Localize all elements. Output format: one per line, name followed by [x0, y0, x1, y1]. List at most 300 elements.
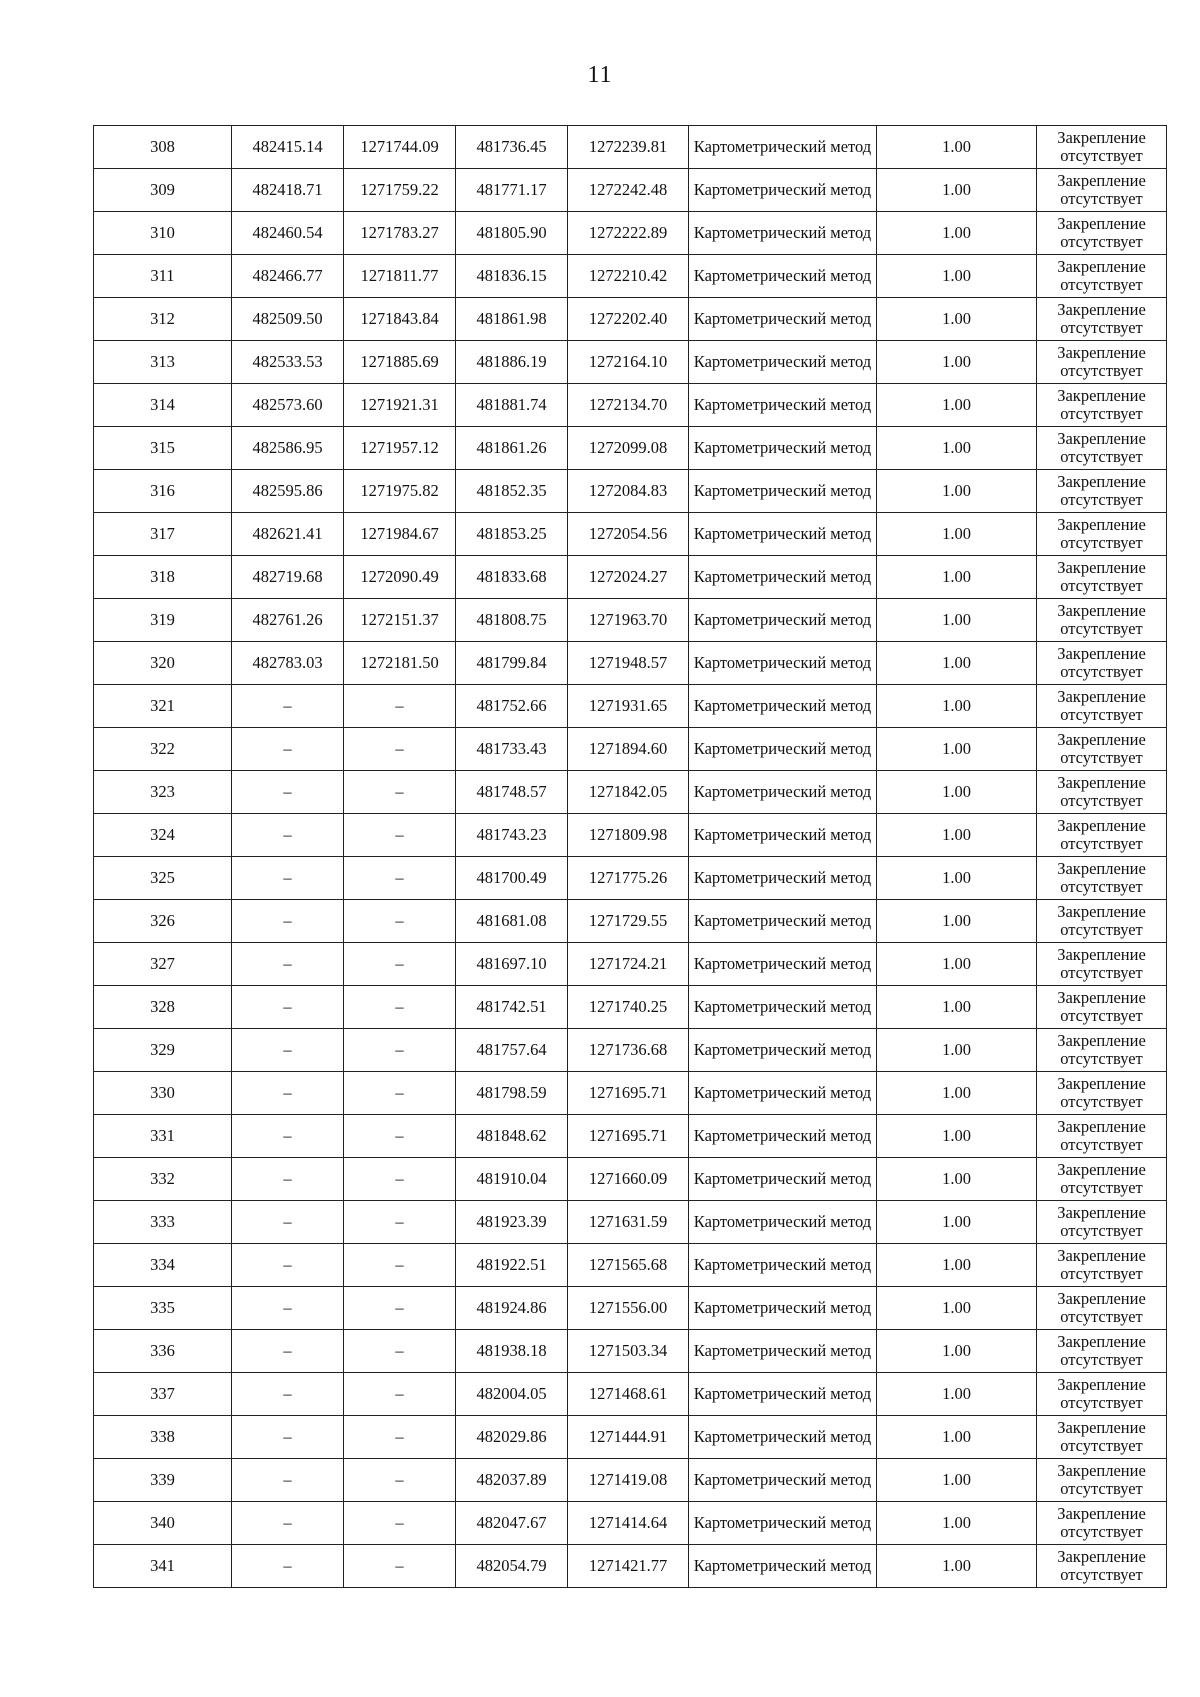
refined-x-cell: 481924.86: [456, 1287, 568, 1330]
fixation-cell: Закрепление отсутствует: [1037, 771, 1167, 814]
refined-x-cell: 481757.64: [456, 1029, 568, 1072]
refined-x-cell: 481771.17: [456, 169, 568, 212]
table-row: [94, 384, 1167, 427]
existing-x-cell: 482719.68: [232, 556, 344, 599]
point-number-cell: 310: [94, 212, 232, 255]
refined-y-cell: 1271740.25: [568, 986, 689, 1029]
existing-x-cell: 482460.54: [232, 212, 344, 255]
refined-x-cell: 481799.84: [456, 642, 568, 685]
refined-y-cell: 1272084.83: [568, 470, 689, 513]
method-cell: Картометрический метод: [689, 1373, 877, 1416]
existing-y-cell: 1271885.69: [344, 341, 456, 384]
point-number-cell: 327: [94, 943, 232, 986]
point-number-cell: 320: [94, 642, 232, 685]
table-row: [94, 685, 1167, 728]
existing-x-cell: –: [232, 1201, 344, 1244]
table-row: [94, 642, 1167, 685]
method-cell: Картометрический метод: [689, 1330, 877, 1373]
fixation-cell: Закрепление отсутствует: [1037, 513, 1167, 556]
method-cell: Картометрический метод: [689, 513, 877, 556]
existing-x-cell: –: [232, 1115, 344, 1158]
accuracy-cell: 1.00: [877, 1416, 1037, 1459]
table-row: [94, 513, 1167, 556]
table-row: [94, 1502, 1167, 1545]
refined-x-cell: 481922.51: [456, 1244, 568, 1287]
existing-x-cell: 482509.50: [232, 298, 344, 341]
method-cell: Картометрический метод: [689, 427, 877, 470]
point-number-cell: 332: [94, 1158, 232, 1201]
point-number-cell: 319: [94, 599, 232, 642]
refined-x-cell: 481736.45: [456, 126, 568, 169]
existing-x-cell: –: [232, 857, 344, 900]
existing-x-cell: –: [232, 986, 344, 1029]
refined-y-cell: 1271565.68: [568, 1244, 689, 1287]
method-cell: Картометрический метод: [689, 1287, 877, 1330]
fixation-cell: Закрепление отсутствует: [1037, 126, 1167, 169]
method-cell: Картометрический метод: [689, 599, 877, 642]
refined-x-cell: 482004.05: [456, 1373, 568, 1416]
refined-x-cell: 481853.25: [456, 513, 568, 556]
fixation-cell: Закрепление отсутствует: [1037, 900, 1167, 943]
fixation-cell: Закрепление отсутствует: [1037, 1029, 1167, 1072]
refined-y-cell: 1271503.34: [568, 1330, 689, 1373]
existing-y-cell: 1271984.67: [344, 513, 456, 556]
existing-y-cell: –: [344, 1330, 456, 1373]
point-number-cell: 333: [94, 1201, 232, 1244]
existing-y-cell: 1271843.84: [344, 298, 456, 341]
coordinates-table: [93, 125, 1167, 1588]
existing-x-cell: –: [232, 771, 344, 814]
fixation-cell: Закрепление отсутствует: [1037, 1201, 1167, 1244]
fixation-cell: Закрепление отсутствует: [1037, 1158, 1167, 1201]
existing-x-cell: 482466.77: [232, 255, 344, 298]
refined-y-cell: 1271842.05: [568, 771, 689, 814]
accuracy-cell: 1.00: [877, 1158, 1037, 1201]
existing-y-cell: –: [344, 900, 456, 943]
refined-x-cell: 481861.26: [456, 427, 568, 470]
refined-y-cell: 1271695.71: [568, 1115, 689, 1158]
accuracy-cell: 1.00: [877, 126, 1037, 169]
point-number-cell: 329: [94, 1029, 232, 1072]
method-cell: Картометрический метод: [689, 1072, 877, 1115]
existing-x-cell: –: [232, 1545, 344, 1588]
refined-x-cell: 481848.62: [456, 1115, 568, 1158]
existing-y-cell: –: [344, 1158, 456, 1201]
accuracy-cell: 1.00: [877, 1072, 1037, 1115]
method-cell: Картометрический метод: [689, 1115, 877, 1158]
method-cell: Картометрический метод: [689, 900, 877, 943]
table-row: [94, 255, 1167, 298]
method-cell: Картометрический метод: [689, 341, 877, 384]
existing-y-cell: –: [344, 1545, 456, 1588]
table-row: [94, 943, 1167, 986]
accuracy-cell: 1.00: [877, 1115, 1037, 1158]
fixation-cell: Закрепление отсутствует: [1037, 1373, 1167, 1416]
accuracy-cell: 1.00: [877, 814, 1037, 857]
point-number-cell: 341: [94, 1545, 232, 1588]
table-row: [94, 1373, 1167, 1416]
point-number-cell: 326: [94, 900, 232, 943]
refined-y-cell: 1272242.48: [568, 169, 689, 212]
accuracy-cell: 1.00: [877, 1201, 1037, 1244]
fixation-cell: Закрепление отсутствует: [1037, 986, 1167, 1029]
method-cell: Картометрический метод: [689, 1158, 877, 1201]
table-row: [94, 556, 1167, 599]
existing-y-cell: –: [344, 1201, 456, 1244]
existing-x-cell: –: [232, 1287, 344, 1330]
existing-x-cell: –: [232, 1330, 344, 1373]
accuracy-cell: 1.00: [877, 986, 1037, 1029]
refined-x-cell: 481881.74: [456, 384, 568, 427]
fixation-cell: Закрепление отсутствует: [1037, 212, 1167, 255]
existing-y-cell: 1271759.22: [344, 169, 456, 212]
table-row: [94, 1545, 1167, 1588]
existing-y-cell: –: [344, 685, 456, 728]
existing-y-cell: –: [344, 1459, 456, 1502]
accuracy-cell: 1.00: [877, 1244, 1037, 1287]
method-cell: Картометрический метод: [689, 857, 877, 900]
existing-y-cell: 1271957.12: [344, 427, 456, 470]
fixation-cell: Закрепление отсутствует: [1037, 384, 1167, 427]
page-number: 11: [587, 62, 613, 88]
refined-y-cell: 1272210.42: [568, 255, 689, 298]
accuracy-cell: 1.00: [877, 1502, 1037, 1545]
table-row: [94, 1072, 1167, 1115]
refined-y-cell: 1272099.08: [568, 427, 689, 470]
refined-y-cell: 1271444.91: [568, 1416, 689, 1459]
refined-x-cell: 481886.19: [456, 341, 568, 384]
fixation-cell: Закрепление отсутствует: [1037, 470, 1167, 513]
accuracy-cell: 1.00: [877, 1287, 1037, 1330]
point-number-cell: 318: [94, 556, 232, 599]
refined-y-cell: 1272239.81: [568, 126, 689, 169]
fixation-cell: Закрепление отсутствует: [1037, 1330, 1167, 1373]
existing-y-cell: 1271921.31: [344, 384, 456, 427]
method-cell: Картометрический метод: [689, 556, 877, 599]
existing-y-cell: –: [344, 1244, 456, 1287]
accuracy-cell: 1.00: [877, 943, 1037, 986]
fixation-cell: Закрепление отсутствует: [1037, 255, 1167, 298]
table-row: [94, 1416, 1167, 1459]
fixation-cell: Закрепление отсутствует: [1037, 642, 1167, 685]
existing-y-cell: –: [344, 1502, 456, 1545]
refined-y-cell: 1271736.68: [568, 1029, 689, 1072]
refined-x-cell: 481752.66: [456, 685, 568, 728]
existing-y-cell: –: [344, 857, 456, 900]
existing-x-cell: –: [232, 943, 344, 986]
table-row: [94, 1287, 1167, 1330]
table-row: [94, 1201, 1167, 1244]
point-number-cell: 312: [94, 298, 232, 341]
existing-y-cell: –: [344, 1416, 456, 1459]
accuracy-cell: 1.00: [877, 728, 1037, 771]
existing-x-cell: 482783.03: [232, 642, 344, 685]
point-number-cell: 316: [94, 470, 232, 513]
refined-y-cell: 1271894.60: [568, 728, 689, 771]
table-row: [94, 1029, 1167, 1072]
refined-x-cell: 481748.57: [456, 771, 568, 814]
existing-y-cell: 1272151.37: [344, 599, 456, 642]
existing-x-cell: 482533.53: [232, 341, 344, 384]
table-row: [94, 341, 1167, 384]
existing-x-cell: –: [232, 1416, 344, 1459]
fixation-cell: Закрепление отсутствует: [1037, 685, 1167, 728]
point-number-cell: 328: [94, 986, 232, 1029]
accuracy-cell: 1.00: [877, 1545, 1037, 1588]
existing-x-cell: 482573.60: [232, 384, 344, 427]
accuracy-cell: 1.00: [877, 169, 1037, 212]
table-row: [94, 986, 1167, 1029]
refined-x-cell: 481697.10: [456, 943, 568, 986]
existing-y-cell: –: [344, 986, 456, 1029]
table-row: [94, 427, 1167, 470]
table-row: [94, 771, 1167, 814]
existing-x-cell: 482595.86: [232, 470, 344, 513]
existing-y-cell: 1271744.09: [344, 126, 456, 169]
refined-y-cell: 1272054.56: [568, 513, 689, 556]
accuracy-cell: 1.00: [877, 255, 1037, 298]
refined-x-cell: 482054.79: [456, 1545, 568, 1588]
fixation-cell: Закрепление отсутствует: [1037, 1545, 1167, 1588]
existing-x-cell: –: [232, 685, 344, 728]
method-cell: Картометрический метод: [689, 986, 877, 1029]
accuracy-cell: 1.00: [877, 298, 1037, 341]
refined-y-cell: 1271775.26: [568, 857, 689, 900]
accuracy-cell: 1.00: [877, 384, 1037, 427]
table-body: [94, 126, 1167, 1588]
fixation-cell: Закрепление отсутствует: [1037, 341, 1167, 384]
method-cell: Картометрический метод: [689, 771, 877, 814]
existing-y-cell: 1271783.27: [344, 212, 456, 255]
method-cell: Картометрический метод: [689, 1244, 877, 1287]
point-number-cell: 313: [94, 341, 232, 384]
method-cell: Картометрический метод: [689, 642, 877, 685]
point-number-cell: 340: [94, 1502, 232, 1545]
fixation-cell: Закрепление отсутствует: [1037, 1115, 1167, 1158]
existing-y-cell: –: [344, 728, 456, 771]
method-cell: Картометрический метод: [689, 212, 877, 255]
method-cell: Картометрический метод: [689, 126, 877, 169]
existing-x-cell: 482415.14: [232, 126, 344, 169]
refined-y-cell: 1271963.70: [568, 599, 689, 642]
method-cell: Картометрический метод: [689, 1502, 877, 1545]
accuracy-cell: 1.00: [877, 427, 1037, 470]
fixation-cell: Закрепление отсутствует: [1037, 1459, 1167, 1502]
table-row: [94, 470, 1167, 513]
refined-y-cell: 1271419.08: [568, 1459, 689, 1502]
point-number-cell: 311: [94, 255, 232, 298]
fixation-cell: Закрепление отсутствует: [1037, 298, 1167, 341]
fixation-cell: Закрепление отсутствует: [1037, 943, 1167, 986]
existing-x-cell: 482621.41: [232, 513, 344, 556]
point-number-cell: 325: [94, 857, 232, 900]
method-cell: Картометрический метод: [689, 298, 877, 341]
accuracy-cell: 1.00: [877, 900, 1037, 943]
existing-x-cell: –: [232, 728, 344, 771]
fixation-cell: Закрепление отсутствует: [1037, 599, 1167, 642]
existing-y-cell: 1271975.82: [344, 470, 456, 513]
fixation-cell: Закрепление отсутствует: [1037, 1287, 1167, 1330]
existing-y-cell: 1271811.77: [344, 255, 456, 298]
refined-x-cell: 481910.04: [456, 1158, 568, 1201]
refined-x-cell: 481743.23: [456, 814, 568, 857]
existing-y-cell: –: [344, 1072, 456, 1115]
method-cell: Картометрический метод: [689, 384, 877, 427]
table-row: [94, 126, 1167, 169]
refined-y-cell: 1271660.09: [568, 1158, 689, 1201]
existing-y-cell: –: [344, 1373, 456, 1416]
table-row: [94, 169, 1167, 212]
refined-y-cell: 1272202.40: [568, 298, 689, 341]
table-row: [94, 857, 1167, 900]
table-row: [94, 298, 1167, 341]
method-cell: Картометрический метод: [689, 1201, 877, 1244]
refined-x-cell: 482047.67: [456, 1502, 568, 1545]
point-number-cell: 335: [94, 1287, 232, 1330]
point-number-cell: 323: [94, 771, 232, 814]
existing-x-cell: 482761.26: [232, 599, 344, 642]
accuracy-cell: 1.00: [877, 1029, 1037, 1072]
refined-y-cell: 1271414.64: [568, 1502, 689, 1545]
table-row: [94, 599, 1167, 642]
point-number-cell: 308: [94, 126, 232, 169]
refined-x-cell: 481798.59: [456, 1072, 568, 1115]
refined-x-cell: 481836.15: [456, 255, 568, 298]
fixation-cell: Закрепление отсутствует: [1037, 857, 1167, 900]
existing-y-cell: –: [344, 771, 456, 814]
existing-y-cell: –: [344, 943, 456, 986]
existing-x-cell: –: [232, 900, 344, 943]
accuracy-cell: 1.00: [877, 513, 1037, 556]
table-row: [94, 212, 1167, 255]
fixation-cell: Закрепление отсутствует: [1037, 169, 1167, 212]
refined-x-cell: 482037.89: [456, 1459, 568, 1502]
existing-x-cell: 482418.71: [232, 169, 344, 212]
method-cell: Картометрический метод: [689, 728, 877, 771]
refined-x-cell: 481742.51: [456, 986, 568, 1029]
existing-y-cell: –: [344, 1115, 456, 1158]
refined-y-cell: 1271556.00: [568, 1287, 689, 1330]
accuracy-cell: 1.00: [877, 1373, 1037, 1416]
table-row: [94, 814, 1167, 857]
method-cell: Картометрический метод: [689, 1459, 877, 1502]
method-cell: Картометрический метод: [689, 943, 877, 986]
fixation-cell: Закрепление отсутствует: [1037, 556, 1167, 599]
point-number-cell: 321: [94, 685, 232, 728]
refined-x-cell: 481833.68: [456, 556, 568, 599]
existing-y-cell: 1272181.50: [344, 642, 456, 685]
refined-x-cell: 481733.43: [456, 728, 568, 771]
accuracy-cell: 1.00: [877, 857, 1037, 900]
method-cell: Картометрический метод: [689, 1416, 877, 1459]
refined-x-cell: 481861.98: [456, 298, 568, 341]
table-row: [94, 1330, 1167, 1373]
refined-y-cell: 1271948.57: [568, 642, 689, 685]
refined-x-cell: 481923.39: [456, 1201, 568, 1244]
existing-y-cell: –: [344, 814, 456, 857]
point-number-cell: 322: [94, 728, 232, 771]
accuracy-cell: 1.00: [877, 341, 1037, 384]
table-row: [94, 1158, 1167, 1201]
refined-y-cell: 1271631.59: [568, 1201, 689, 1244]
point-number-cell: 314: [94, 384, 232, 427]
fixation-cell: Закрепление отсутствует: [1037, 1416, 1167, 1459]
existing-x-cell: –: [232, 1029, 344, 1072]
point-number-cell: 317: [94, 513, 232, 556]
point-number-cell: 338: [94, 1416, 232, 1459]
refined-y-cell: 1271695.71: [568, 1072, 689, 1115]
method-cell: Картометрический метод: [689, 685, 877, 728]
existing-x-cell: –: [232, 1502, 344, 1545]
method-cell: Картометрический метод: [689, 169, 877, 212]
accuracy-cell: 1.00: [877, 685, 1037, 728]
table-row: [94, 1459, 1167, 1502]
table-row: [94, 1244, 1167, 1287]
method-cell: Картометрический метод: [689, 470, 877, 513]
refined-y-cell: 1271421.77: [568, 1545, 689, 1588]
existing-x-cell: 482586.95: [232, 427, 344, 470]
accuracy-cell: 1.00: [877, 1459, 1037, 1502]
existing-x-cell: –: [232, 1459, 344, 1502]
fixation-cell: Закрепление отсутствует: [1037, 1072, 1167, 1115]
existing-x-cell: –: [232, 1244, 344, 1287]
refined-y-cell: 1272024.27: [568, 556, 689, 599]
accuracy-cell: 1.00: [877, 642, 1037, 685]
point-number-cell: 334: [94, 1244, 232, 1287]
refined-y-cell: 1272222.89: [568, 212, 689, 255]
point-number-cell: 331: [94, 1115, 232, 1158]
method-cell: Картометрический метод: [689, 255, 877, 298]
accuracy-cell: 1.00: [877, 470, 1037, 513]
refined-x-cell: 481852.35: [456, 470, 568, 513]
refined-y-cell: 1271729.55: [568, 900, 689, 943]
point-number-cell: 336: [94, 1330, 232, 1373]
fixation-cell: Закрепление отсутствует: [1037, 1502, 1167, 1545]
method-cell: Картометрический метод: [689, 1545, 877, 1588]
refined-y-cell: 1272164.10: [568, 341, 689, 384]
point-number-cell: 337: [94, 1373, 232, 1416]
refined-y-cell: 1271468.61: [568, 1373, 689, 1416]
refined-x-cell: 481681.08: [456, 900, 568, 943]
fixation-cell: Закрепление отсутствует: [1037, 728, 1167, 771]
table-row: [94, 728, 1167, 771]
existing-y-cell: 1272090.49: [344, 556, 456, 599]
existing-x-cell: –: [232, 1373, 344, 1416]
fixation-cell: Закрепление отсутствует: [1037, 1244, 1167, 1287]
refined-y-cell: 1271724.21: [568, 943, 689, 986]
refined-x-cell: 482029.86: [456, 1416, 568, 1459]
refined-x-cell: 481938.18: [456, 1330, 568, 1373]
fixation-cell: Закрепление отсутствует: [1037, 427, 1167, 470]
refined-y-cell: 1272134.70: [568, 384, 689, 427]
point-number-cell: 309: [94, 169, 232, 212]
point-number-cell: 330: [94, 1072, 232, 1115]
accuracy-cell: 1.00: [877, 599, 1037, 642]
accuracy-cell: 1.00: [877, 771, 1037, 814]
accuracy-cell: 1.00: [877, 1330, 1037, 1373]
table-row: [94, 1115, 1167, 1158]
point-number-cell: 315: [94, 427, 232, 470]
accuracy-cell: 1.00: [877, 212, 1037, 255]
point-number-cell: 339: [94, 1459, 232, 1502]
existing-y-cell: –: [344, 1029, 456, 1072]
refined-y-cell: 1271809.98: [568, 814, 689, 857]
refined-x-cell: 481805.90: [456, 212, 568, 255]
table-row: [94, 900, 1167, 943]
accuracy-cell: 1.00: [877, 556, 1037, 599]
existing-x-cell: –: [232, 1072, 344, 1115]
refined-x-cell: 481700.49: [456, 857, 568, 900]
